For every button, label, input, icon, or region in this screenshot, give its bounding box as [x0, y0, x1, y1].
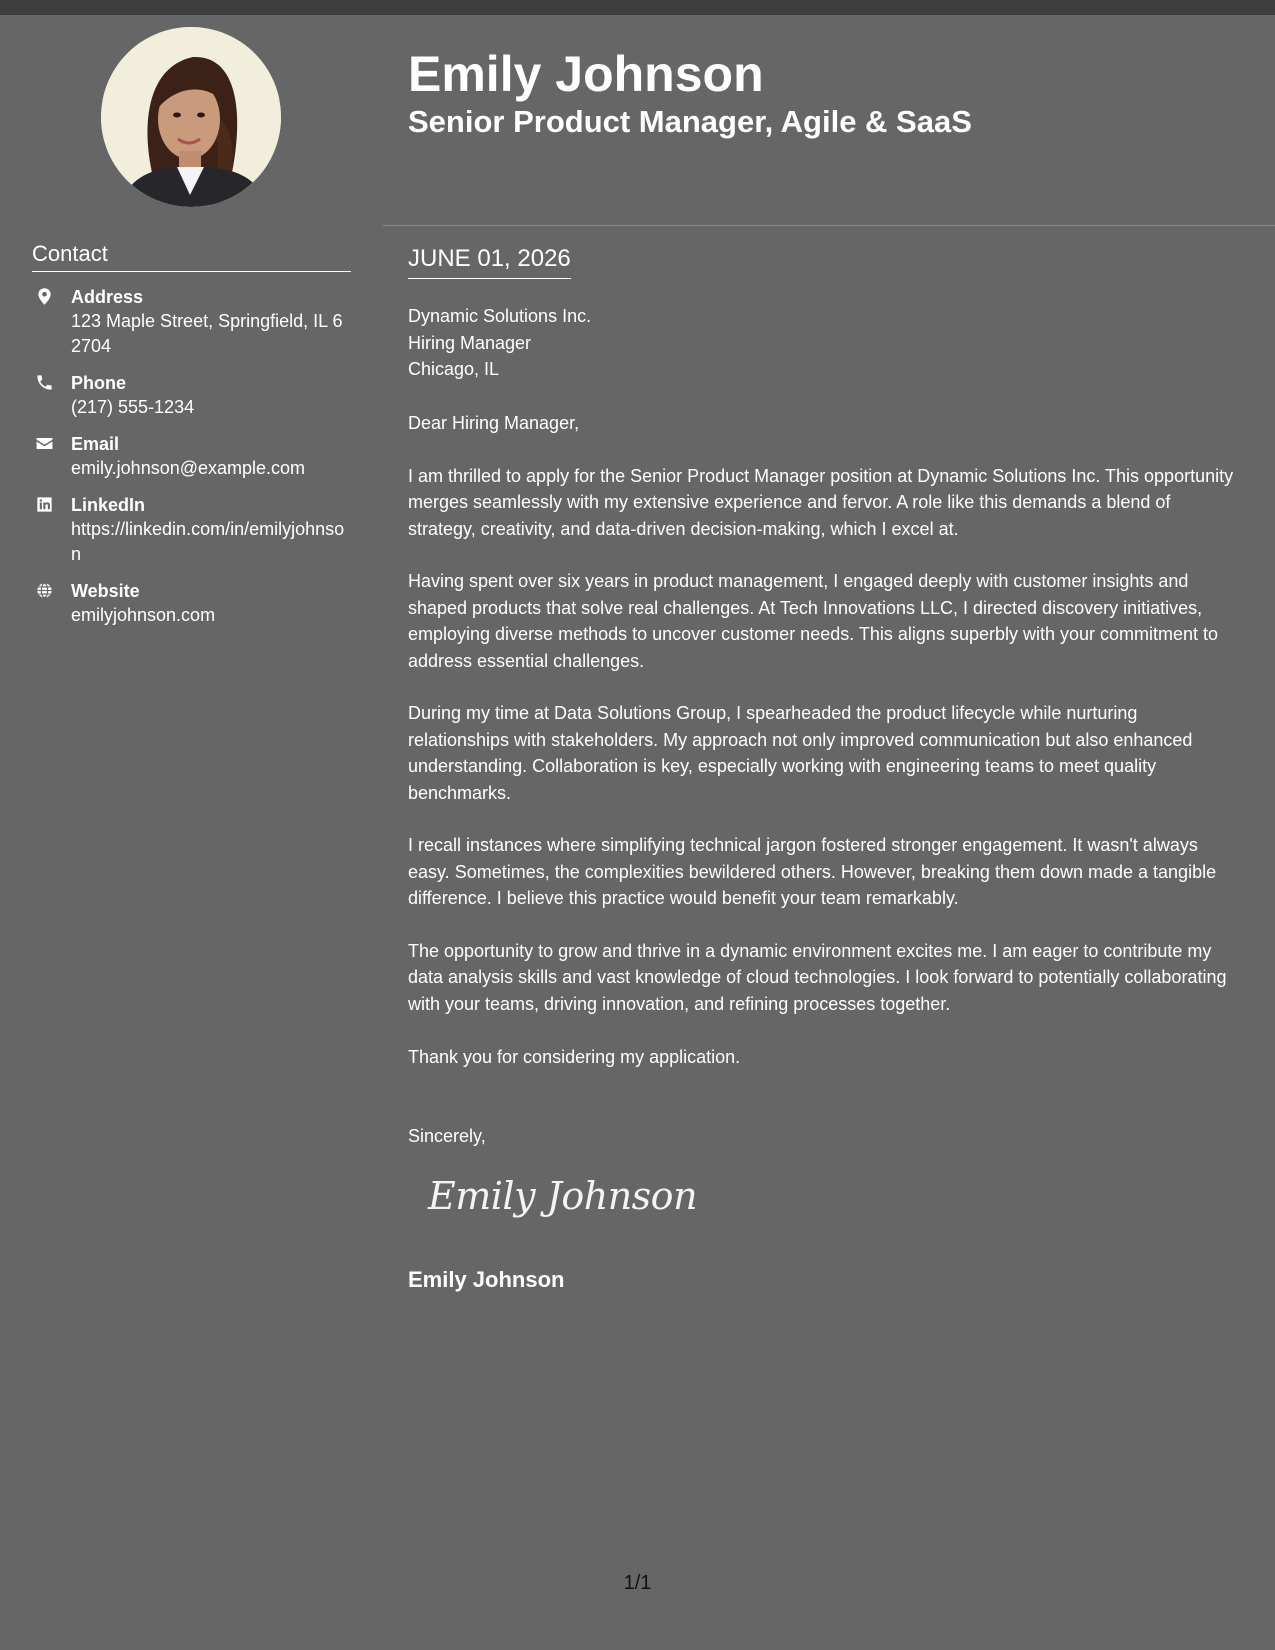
- header-divider: [383, 225, 1275, 226]
- envelope-icon: [35, 434, 54, 453]
- linkedin-value[interactable]: https://linkedin.com/in/emilyjohnson: [71, 519, 345, 564]
- paragraph: I am thrilled to apply for the Senior Product Manager position at Dynamic Solutions Inc. This opportunity merges seamlessly with my extensive experience and fervor. A role like this demands a blend of strategy, creativity, and data-driven decision-making, which I excel at.: [408, 465, 1234, 539]
- contact-item-website: [32, 579, 352, 628]
- linkedin-icon: [35, 495, 54, 514]
- paragraph: During my time at Data Solutions Group, I spearheaded the product lifecycle while nurturing relationships with stakeholders. My approach not only improved communication but also enhanced understanding. Collaboration is key, especially working with engineering teams to meet quality benchmarks.: [408, 703, 1193, 803]
- contact-item-email: [32, 432, 352, 481]
- recipient-location: Chicago, IL: [408, 359, 500, 379]
- address-value: 123 Maple Street, Springfield, IL 62704: [71, 311, 343, 356]
- contact-label: Email: [71, 434, 120, 454]
- recipient-role: Hiring Manager: [408, 332, 532, 353]
- website-value[interactable]: emilyjohnson.com: [71, 605, 216, 625]
- contact-list: [32, 285, 352, 640]
- contact-label: Address: [71, 287, 144, 307]
- top-bar: [0, 0, 1275, 15]
- contact-label: Website: [71, 581, 140, 601]
- location-pin-icon: [35, 287, 54, 306]
- applicant-name: Emily Johnson: [408, 46, 764, 102]
- salutation: Dear Hiring Manager,: [408, 413, 580, 433]
- paragraph: Having spent over six years in product management, I engaged deeply with customer insights and shaped products that solve real challenges. At Tech Innovations LLC, I directed discovery initiatives, employing diverse methods to uncover customer needs. This aligns superbly with your commitment to address essential challenges.: [408, 571, 1219, 671]
- handwritten-signature: Emily Johnson: [428, 1174, 698, 1218]
- globe-icon: [35, 581, 54, 600]
- applicant-title: Senior Product Manager, Agile & SaaS: [408, 104, 972, 139]
- page-number: 1/1: [623, 1572, 652, 1594]
- paragraph: The opportunity to grow and thrive in a dynamic environment excites me. I am eager to contribute my data analysis skills and vast knowledge of cloud technologies. I look forward to potentially collaborating with your teams, driving innovation, and refining processes together.: [408, 941, 1227, 1014]
- contact-item-linkedin: [32, 493, 352, 567]
- phone-value[interactable]: (217) 555-1234: [71, 397, 195, 417]
- signed-name: Emily Johnson: [408, 1267, 565, 1292]
- paragraph: I recall instances where simplifying technical jargon fostered stronger engagement. It wasn't always easy. Sometimes, the complexities bewildered others. However, breaking them down made a tangible difference. I believe this practice would benefit your team remarkably.: [408, 835, 1217, 909]
- contact-label: LinkedIn: [71, 495, 146, 515]
- letter-body: [408, 410, 1243, 1096]
- closing: Sincerely,: [408, 1126, 486, 1146]
- profile-photo: [101, 27, 281, 207]
- phone-icon: [35, 373, 54, 392]
- contact-item-phone: [32, 371, 352, 420]
- contact-heading: Contact: [32, 240, 351, 272]
- contact-item-address: [32, 285, 352, 359]
- email-value[interactable]: emily.johnson@example.com: [71, 458, 306, 478]
- contact-label: Phone: [71, 373, 127, 393]
- recipient-block: [408, 303, 1238, 383]
- letter-date: JUNE 01, 2026: [408, 244, 571, 279]
- recipient-company: Dynamic Solutions Inc.: [408, 306, 592, 326]
- paragraph: Thank you for considering my application.: [408, 1046, 741, 1067]
